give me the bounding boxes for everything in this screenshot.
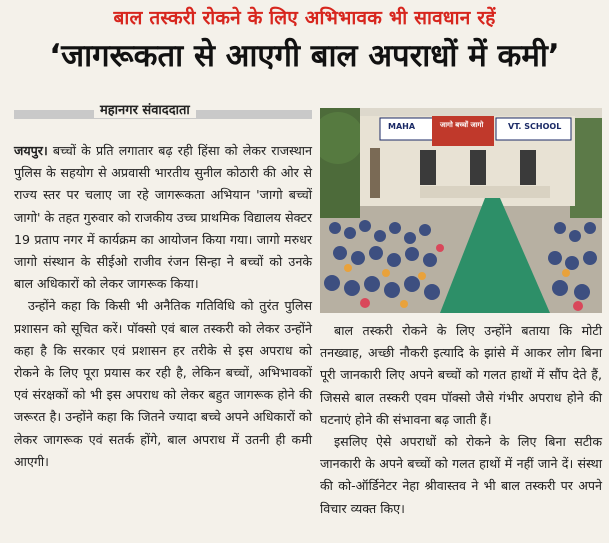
paragraph-text: बच्चों के प्रति लगातार बढ़ रही हिंसा को लेकर राजस्थान पुलिस के सहयोग से अप्रवासी भारतीय सुनील कोठारी की ओर से राज्य स्तर पर चलाए जा रहे जागरूकता अभियान 'जागो बच्चों जागो' के तहत गुरुवार को राजकीय उच्च प्राथमिक विद्यालय सेक्टर 19 प्रताप नगर में कार्यक्रम का आयोजन किया गया। जागो मरुधर जागो संस्थान के सीईओ राजीव रंजन सिन्हा ने बच्चों को उनके बाल अधिकारों को लेकर जागरूक किया। <box>14 143 312 292</box>
article-paragraph: उन्होंने कहा कि किसी भी अनैतिक गतिविधि को तुरंत पुलिस प्रशासन को सूचित करें। पॉक्सो एवं बाल तस्करी को लेकर उन्होंने कहा है कि सरकार एवं प्रशासन हर तरीके से इस अपराध को रोकने के लिए पूरा प्रयास कर रही है, लेकिन बच्चों, अभिभावकों एवं संरक्षकों को भी इस अपराध को लेकर बहुत जागरूक होने की जरूरत है। उन्होंने कहा कि जितने ज्यादा बच्चे अपने अधिकारों को लेकर जागरूक एवं सतर्क होंगे, बाल अपराध में उतनी ही कमी आएगी। <box>14 298 312 469</box>
article-paragraph: बाल तस्करी रोकने के लिए उन्होंने बताया कि मोटी तनख्वाह, अच्छी नौकरी इत्यादि के झांसे में आकर लोग बिना पूरी जानकारी लिए अपने बच्चों को गलत हाथों में सौंप देते हैं, जिससे बाल तस्करी एवम पॉक्सो जैसे गंभीर अपराध होने की घटनाएं होने की संभावना बढ़ जाती हैं। <box>320 323 602 427</box>
article-headline: ‘जागरूकता से आएगी बाल अपराधों में कमी’ <box>49 38 560 74</box>
byline-strip <box>14 100 312 124</box>
event-photo <box>320 108 602 313</box>
banner-text: जागो बच्चों जागो <box>440 121 484 129</box>
event-photo-illustration <box>320 108 602 313</box>
byline: महानगर संवाददाता <box>94 100 196 118</box>
article-paragraph <box>14 140 312 295</box>
article-column-left <box>14 140 312 473</box>
article-column-right <box>320 320 602 520</box>
article-paragraph: इसलिए ऐसे अपराधों को रोकने के लिए बिना सटीक जानकारी के अपने बच्चों को गलत हाथों में नहीं जाने दें। संस्था की को-ऑर्डिनेटर नेहा श्रीवास्तव ने भी बाल तस्करी पर अपने विचार व्यक्त किए। <box>320 434 602 516</box>
school-sign-right: VT. SCHOOL <box>508 122 562 131</box>
article-kicker: बाल तस्करी रोकने के लिए अभिभावक भी सावधान रहें <box>113 7 496 29</box>
dateline: जयपुर। <box>14 143 48 158</box>
school-sign-left: MAHA <box>388 122 416 131</box>
